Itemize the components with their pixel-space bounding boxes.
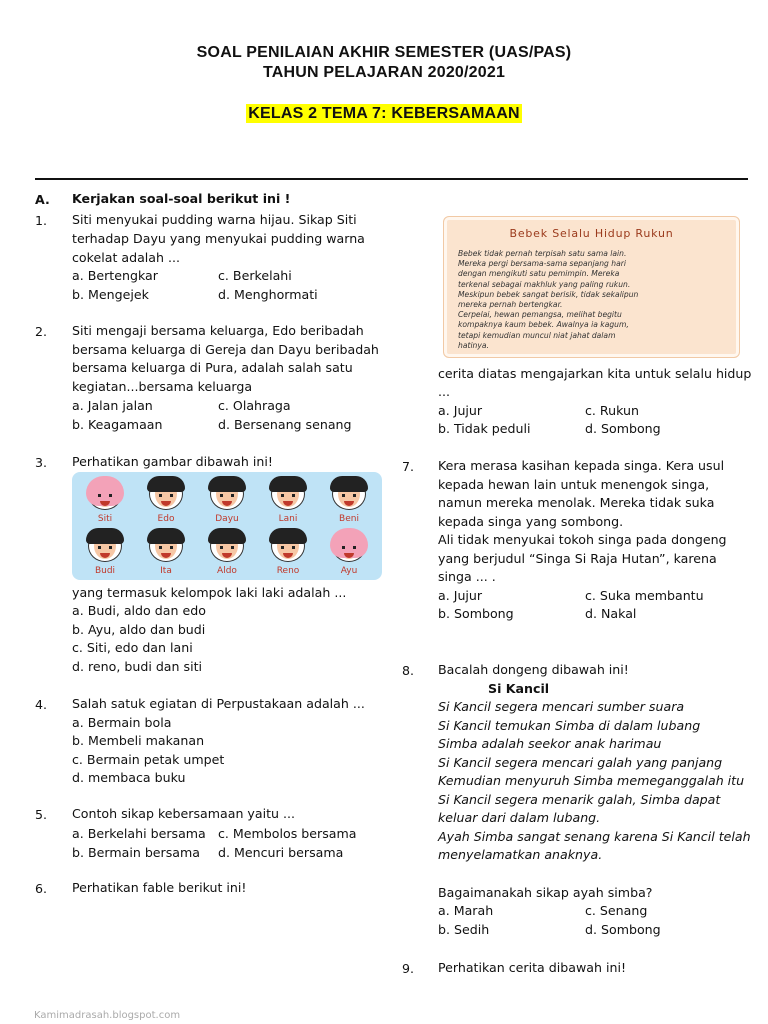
q3-number: 3.	[35, 455, 48, 470]
children-picture	[72, 472, 382, 580]
q1-option-b: b. Mengejek	[72, 287, 149, 302]
q1-option-a: a. Bertengkar	[72, 268, 158, 283]
kid-figure	[320, 476, 378, 528]
q6-question-cont: ...	[438, 384, 451, 399]
q5-option-d: d. Mencuri bersama	[218, 845, 344, 860]
kid-label: Beni	[339, 514, 359, 524]
q8-option-a: a. Marah	[438, 903, 494, 918]
kid-label: Ayu	[340, 566, 358, 576]
fable-title: Bebek Selalu Hidup Rukun	[509, 227, 674, 240]
q2-number: 2.	[35, 324, 48, 339]
q5-option-b: b. Bermain bersama	[72, 845, 200, 860]
q6-option-d: d. Sombong	[585, 421, 661, 436]
q7-line: namun mereka menolak. Mereka tidak suka	[438, 495, 715, 510]
q4-question: Salah satuk egiatan di Perpustakaan adalah ...	[72, 696, 365, 711]
q2-line: kegiatan...bersama keluarga	[72, 379, 253, 394]
q8-option-c: c. Senang	[585, 903, 648, 918]
kid-figure	[76, 476, 134, 528]
q1-number: 1.	[35, 213, 48, 228]
q8-story-line: keluar dari dalam lubang.	[438, 810, 601, 825]
kid-label: Edo	[157, 514, 175, 524]
fable-text	[458, 249, 733, 351]
fable-line: hatinya.	[458, 340, 489, 350]
q3-option-b: b. Ayu, aldo dan budi	[72, 622, 206, 637]
fable-line: Bebek tidak pernah terpisah satu sama lain.	[458, 249, 627, 258]
q8-story-line: Si Kancil segera mencari galah yang panjang	[438, 755, 723, 770]
kid-figure	[76, 528, 134, 580]
q7-number: 7.	[402, 459, 415, 474]
q8-option-b: b. Sedih	[438, 922, 490, 937]
q6-option-c: c. Rukun	[585, 403, 639, 418]
kid-label: Ita	[160, 566, 172, 576]
kid-label: Dayu	[215, 514, 239, 524]
q8-prompt: Bacalah dongeng dibawah ini!	[438, 662, 629, 677]
q6-question: cerita diatas mengajarkan kita untuk selalu hidup	[438, 366, 752, 381]
subtitle-text: KELAS 2 TEMA 7: KEBERSAMAAN	[248, 105, 520, 122]
q2-option-a: a. Jalan jalan	[72, 398, 153, 413]
divider	[35, 178, 748, 180]
q8-story-line: Si Kancil temukan Simba di dalam lubang	[438, 718, 701, 733]
q7-option-b: b. Sombong	[438, 606, 514, 621]
q2-option-b: b. Keagamaan	[72, 417, 163, 432]
fable-line: tetapi kemudian muncul niat jahat dalam	[458, 330, 616, 340]
q8-number: 8.	[402, 663, 415, 678]
q7-option-c: c. Suka membantu	[585, 588, 704, 603]
q1-line: cokelat adalah ...	[72, 250, 181, 265]
q3-option-d: d. reno, budi dan siti	[72, 659, 203, 674]
q4-option-d: d. membaca buku	[72, 770, 186, 785]
kid-label: Aldo	[217, 566, 237, 576]
fable-line: Mereka pergi bersama-sama sepanjang hari	[458, 259, 626, 269]
q5-option-c: c. Membolos bersama	[218, 826, 357, 841]
q7-line: Ali tidak menyukai tokoh singa pada dongeng	[438, 532, 727, 547]
q8-story-line: Ayah Simba sangat senang karena Si Kancil telah	[438, 829, 751, 844]
q7-line: yang berjudul “Singa Si Raja Hutan”, karena	[438, 551, 717, 566]
q1-option-d: d. Menghormati	[218, 287, 318, 302]
q2-line: bersama keluarga di Pura, adalah salah satu	[72, 360, 353, 375]
fable-line: Cerpelai, hewan pemangsa, melihat begitu	[458, 310, 622, 320]
fable-line: mereka pernah bertengkar.	[458, 300, 563, 310]
kid-figure	[259, 528, 317, 580]
q2-line: bersama keluarga di Gereja dan Dayu beribadah	[72, 342, 379, 357]
q8-story-line: Si Kancil segera mencari sumber suara	[438, 699, 685, 714]
q6-number: 6.	[35, 881, 48, 896]
fable-line: terkenal sebagai makhluk yang paling rukun.	[458, 279, 631, 289]
q5-number: 5.	[35, 807, 48, 822]
q6-prompt: Perhatikan fable berikut ini!	[72, 880, 247, 895]
title-line-1: SOAL PENILAIAN AKHIR SEMESTER (UAS/PAS)	[196, 44, 572, 61]
kid-figure	[198, 528, 256, 580]
q5-question: Contoh sikap kebersamaan yaitu ...	[72, 806, 296, 821]
q8-story-line: menyelamatkan anaknya.	[438, 847, 603, 862]
q3-option-c: c. Siti, edo dan lani	[72, 640, 193, 655]
q4-number: 4.	[35, 697, 48, 712]
kid-label: Lani	[278, 514, 298, 524]
q2-line: Siti mengaji bersama keluarga, Edo beribadah	[72, 323, 364, 338]
q8-story-line: Kemudian menyuruh Simba memeganggalah itu	[438, 773, 745, 788]
q9-prompt: Perhatikan cerita dibawah ini!	[438, 960, 627, 975]
kid-figure	[320, 528, 378, 580]
watermark: Kamimadrasah.blogspot.com	[34, 1010, 181, 1021]
q8-question: Bagaimanakah sikap ayah simba?	[438, 885, 653, 900]
fable-line: Meskipun bebek sangat berisik, tidak sekalipun	[458, 289, 639, 299]
section-letter: A.	[35, 192, 50, 207]
q6-option-b: b. Tidak peduli	[438, 421, 531, 436]
q7-line: singa ... .	[438, 569, 496, 584]
q7-line: kepada singa yang sombong.	[438, 514, 624, 529]
q1-option-c: c. Berkelahi	[218, 268, 292, 283]
section-instruction: Kerjakan soal-soal berikut ini !	[72, 191, 291, 206]
q5-option-a: a. Berkelahi bersama	[72, 826, 206, 841]
q4-option-a: a. Bermain bola	[72, 715, 172, 730]
fable-line: kompaknya kaum bebek. Awalnya ia kagum,	[458, 320, 629, 330]
kid-figure	[259, 476, 317, 528]
q7-line: Kera merasa kasihan kepada singa. Kera usul	[438, 458, 725, 473]
kid-label: Reno	[276, 566, 300, 576]
q8-option-d: d. Sombong	[585, 922, 661, 937]
title-line-2: TAHUN PELAJARAN 2020/2021	[262, 64, 506, 81]
q2-option-c: c. Olahraga	[218, 398, 291, 413]
q7-option-a: a. Jujur	[438, 588, 483, 603]
q1-line: terhadap Dayu yang menyukai pudding warna	[72, 231, 365, 246]
fable-line: dengan mengikuti satu pemimpin. Mereka	[458, 269, 620, 279]
fable-box	[443, 216, 740, 358]
q7-option-d: d. Nakal	[585, 606, 637, 621]
q3-question: yang termasuk kelompok laki laki adalah ...	[72, 585, 347, 600]
kid-figure	[198, 476, 256, 528]
kid-figure	[137, 528, 195, 580]
kid-label: Siti	[97, 514, 113, 524]
q1-line: Siti menyukai pudding warna hijau. Sikap Siti	[72, 212, 357, 227]
q2-option-d: d. Bersenang senang	[218, 417, 352, 432]
q3-prompt: Perhatikan gambar dibawah ini!	[72, 454, 273, 469]
subtitle	[0, 105, 768, 123]
q8-story-line: Simba adalah seekor anak harimau	[438, 736, 662, 751]
q8-story-line: Si Kancil segera menarik galah, Simba dapat	[438, 792, 721, 807]
q4-option-b: b. Membeli makanan	[72, 733, 205, 748]
kid-label: Budi	[94, 566, 116, 576]
q4-option-c: c. Bermain petak umpet	[72, 752, 225, 767]
q3-option-a: a. Budi, aldo dan edo	[72, 603, 206, 618]
q8-story-title: Si Kancil	[488, 681, 550, 696]
q7-line: kepada hewan lain untuk menengok singa,	[438, 477, 710, 492]
q9-number: 9.	[402, 961, 415, 976]
q6-option-a: a. Jujur	[438, 403, 483, 418]
kid-figure	[137, 476, 195, 528]
